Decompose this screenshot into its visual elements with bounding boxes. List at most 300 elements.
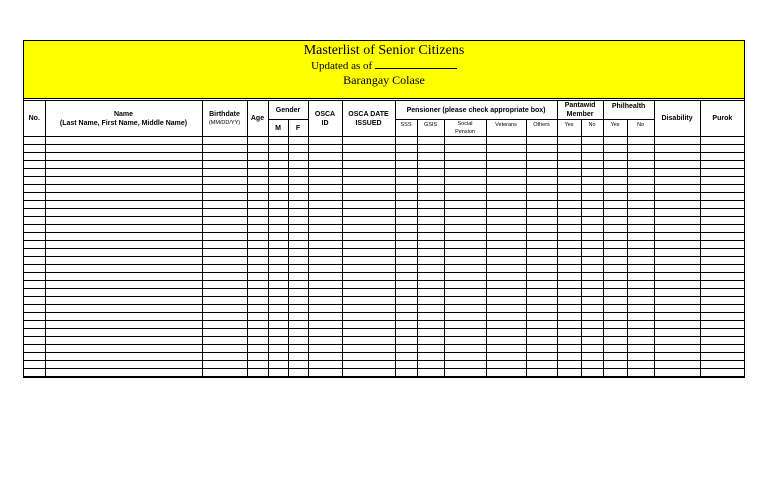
table-cell[interactable]: [486, 297, 526, 305]
table-cell[interactable]: [288, 145, 308, 153]
table-cell[interactable]: [581, 225, 603, 233]
table-cell[interactable]: [526, 273, 557, 281]
table-cell[interactable]: [700, 225, 744, 233]
table-cell[interactable]: [202, 185, 247, 193]
table-cell[interactable]: [202, 353, 247, 361]
table-cell[interactable]: [654, 201, 700, 209]
table-cell[interactable]: [603, 217, 627, 225]
table-cell[interactable]: [557, 193, 581, 201]
table-cell[interactable]: [700, 185, 744, 193]
table-cell[interactable]: [526, 241, 557, 249]
table-cell[interactable]: [557, 337, 581, 345]
table-cell[interactable]: [308, 161, 342, 169]
table-cell[interactable]: [417, 361, 444, 369]
table-cell[interactable]: [444, 281, 486, 289]
table-cell[interactable]: [24, 161, 45, 169]
table-cell[interactable]: [45, 337, 202, 345]
table-cell[interactable]: [417, 297, 444, 305]
table-cell[interactable]: [526, 185, 557, 193]
table-cell[interactable]: [581, 217, 603, 225]
table-cell[interactable]: [486, 193, 526, 201]
table-cell[interactable]: [654, 297, 700, 305]
table-cell[interactable]: [557, 281, 581, 289]
table-cell[interactable]: [288, 369, 308, 377]
table-cell[interactable]: [486, 177, 526, 185]
table-cell[interactable]: [444, 217, 486, 225]
table-cell[interactable]: [342, 209, 395, 217]
table-cell[interactable]: [395, 249, 417, 257]
table-cell[interactable]: [526, 161, 557, 169]
table-cell[interactable]: [342, 345, 395, 353]
table-cell[interactable]: [486, 137, 526, 145]
table-cell[interactable]: [202, 233, 247, 241]
table-cell[interactable]: [486, 257, 526, 265]
table-cell[interactable]: [247, 161, 268, 169]
table-cell[interactable]: [308, 313, 342, 321]
table-cell[interactable]: [308, 169, 342, 177]
table-cell[interactable]: [45, 361, 202, 369]
table-cell[interactable]: [247, 257, 268, 265]
table-cell[interactable]: [486, 145, 526, 153]
table-cell[interactable]: [268, 273, 288, 281]
table-cell[interactable]: [24, 313, 45, 321]
table-cell[interactable]: [342, 305, 395, 313]
table-cell[interactable]: [654, 145, 700, 153]
table-cell[interactable]: [268, 217, 288, 225]
table-cell[interactable]: [700, 193, 744, 201]
table-cell[interactable]: [526, 257, 557, 265]
table-cell[interactable]: [603, 249, 627, 257]
table-cell[interactable]: [654, 313, 700, 321]
table-cell[interactable]: [24, 201, 45, 209]
table-cell[interactable]: [24, 241, 45, 249]
table-cell[interactable]: [24, 337, 45, 345]
table-cell[interactable]: [288, 209, 308, 217]
table-cell[interactable]: [557, 265, 581, 273]
table-cell[interactable]: [24, 177, 45, 185]
updated-date-blank[interactable]: [375, 59, 457, 69]
table-cell[interactable]: [526, 353, 557, 361]
table-cell[interactable]: [603, 345, 627, 353]
table-cell[interactable]: [700, 257, 744, 265]
table-cell[interactable]: [45, 249, 202, 257]
table-cell[interactable]: [45, 345, 202, 353]
table-cell[interactable]: [486, 217, 526, 225]
table-cell[interactable]: [581, 369, 603, 377]
table-cell[interactable]: [202, 305, 247, 313]
table-cell[interactable]: [627, 177, 654, 185]
table-cell[interactable]: [526, 345, 557, 353]
table-cell[interactable]: [202, 137, 247, 145]
table-cell[interactable]: [654, 353, 700, 361]
table-cell[interactable]: [557, 257, 581, 265]
table-cell[interactable]: [700, 305, 744, 313]
table-cell[interactable]: [202, 321, 247, 329]
table-cell[interactable]: [202, 193, 247, 201]
table-cell[interactable]: [486, 369, 526, 377]
table-cell[interactable]: [247, 369, 268, 377]
table-cell[interactable]: [268, 161, 288, 169]
table-cell[interactable]: [342, 241, 395, 249]
table-cell[interactable]: [603, 289, 627, 297]
table-cell[interactable]: [603, 161, 627, 169]
table-cell[interactable]: [581, 233, 603, 241]
table-cell[interactable]: [308, 137, 342, 145]
table-cell[interactable]: [581, 345, 603, 353]
table-cell[interactable]: [45, 233, 202, 241]
table-cell[interactable]: [557, 217, 581, 225]
table-cell[interactable]: [268, 137, 288, 145]
table-cell[interactable]: [627, 273, 654, 281]
table-cell[interactable]: [247, 281, 268, 289]
table-cell[interactable]: [288, 137, 308, 145]
table-cell[interactable]: [486, 249, 526, 257]
table-cell[interactable]: [444, 177, 486, 185]
table-cell[interactable]: [247, 209, 268, 217]
table-cell[interactable]: [288, 305, 308, 313]
table-cell[interactable]: [395, 289, 417, 297]
table-cell[interactable]: [700, 161, 744, 169]
table-cell[interactable]: [627, 289, 654, 297]
table-cell[interactable]: [444, 305, 486, 313]
table-cell[interactable]: [395, 257, 417, 265]
table-cell[interactable]: [268, 305, 288, 313]
table-cell[interactable]: [581, 249, 603, 257]
table-cell[interactable]: [45, 281, 202, 289]
table-cell[interactable]: [288, 249, 308, 257]
table-cell[interactable]: [557, 345, 581, 353]
table-cell[interactable]: [288, 281, 308, 289]
table-cell[interactable]: [308, 297, 342, 305]
table-cell[interactable]: [627, 145, 654, 153]
table-cell[interactable]: [627, 153, 654, 161]
table-cell[interactable]: [557, 233, 581, 241]
table-cell[interactable]: [308, 177, 342, 185]
table-cell[interactable]: [444, 297, 486, 305]
table-cell[interactable]: [627, 161, 654, 169]
table-cell[interactable]: [202, 273, 247, 281]
table-cell[interactable]: [444, 257, 486, 265]
table-cell[interactable]: [654, 273, 700, 281]
table-cell[interactable]: [24, 297, 45, 305]
table-cell[interactable]: [581, 161, 603, 169]
table-cell[interactable]: [627, 201, 654, 209]
table-cell[interactable]: [700, 217, 744, 225]
table-cell[interactable]: [627, 321, 654, 329]
table-cell[interactable]: [417, 209, 444, 217]
table-cell[interactable]: [581, 297, 603, 305]
table-cell[interactable]: [202, 289, 247, 297]
table-cell[interactable]: [654, 257, 700, 265]
table-cell[interactable]: [395, 145, 417, 153]
table-cell[interactable]: [627, 337, 654, 345]
table-cell[interactable]: [417, 345, 444, 353]
table-cell[interactable]: [581, 329, 603, 337]
table-cell[interactable]: [526, 297, 557, 305]
table-cell[interactable]: [308, 225, 342, 233]
table-cell[interactable]: [557, 209, 581, 217]
table-cell[interactable]: [308, 345, 342, 353]
table-cell[interactable]: [654, 329, 700, 337]
table-cell[interactable]: [202, 257, 247, 265]
table-cell[interactable]: [268, 265, 288, 273]
table-cell[interactable]: [288, 217, 308, 225]
table-cell[interactable]: [268, 321, 288, 329]
table-cell[interactable]: [700, 273, 744, 281]
table-cell[interactable]: [268, 369, 288, 377]
table-cell[interactable]: [342, 257, 395, 265]
table-cell[interactable]: [288, 225, 308, 233]
table-cell[interactable]: [444, 209, 486, 217]
table-cell[interactable]: [486, 161, 526, 169]
table-cell[interactable]: [395, 137, 417, 145]
table-cell[interactable]: [526, 361, 557, 369]
table-cell[interactable]: [45, 313, 202, 321]
table-cell[interactable]: [581, 353, 603, 361]
table-cell[interactable]: [308, 265, 342, 273]
table-cell[interactable]: [557, 201, 581, 209]
table-cell[interactable]: [627, 353, 654, 361]
table-cell[interactable]: [526, 249, 557, 257]
table-cell[interactable]: [700, 241, 744, 249]
table-cell[interactable]: [417, 273, 444, 281]
table-cell[interactable]: [700, 329, 744, 337]
table-cell[interactable]: [603, 361, 627, 369]
table-cell[interactable]: [486, 273, 526, 281]
table-cell[interactable]: [581, 241, 603, 249]
table-cell[interactable]: [45, 217, 202, 225]
table-cell[interactable]: [417, 337, 444, 345]
table-cell[interactable]: [268, 257, 288, 265]
table-cell[interactable]: [202, 209, 247, 217]
table-cell[interactable]: [45, 137, 202, 145]
table-cell[interactable]: [288, 169, 308, 177]
table-cell[interactable]: [395, 265, 417, 273]
table-cell[interactable]: [288, 161, 308, 169]
table-cell[interactable]: [45, 353, 202, 361]
table-cell[interactable]: [395, 209, 417, 217]
table-cell[interactable]: [627, 345, 654, 353]
table-cell[interactable]: [288, 241, 308, 249]
table-cell[interactable]: [627, 257, 654, 265]
table-cell[interactable]: [202, 337, 247, 345]
table-cell[interactable]: [247, 249, 268, 257]
table-cell[interactable]: [395, 161, 417, 169]
table-cell[interactable]: [603, 177, 627, 185]
table-cell[interactable]: [268, 361, 288, 369]
table-cell[interactable]: [288, 321, 308, 329]
table-cell[interactable]: [308, 201, 342, 209]
table-cell[interactable]: [581, 185, 603, 193]
table-cell[interactable]: [526, 145, 557, 153]
table-cell[interactable]: [603, 257, 627, 265]
table-cell[interactable]: [654, 241, 700, 249]
table-cell[interactable]: [395, 169, 417, 177]
table-cell[interactable]: [308, 321, 342, 329]
table-cell[interactable]: [526, 281, 557, 289]
table-cell[interactable]: [444, 241, 486, 249]
table-cell[interactable]: [581, 145, 603, 153]
table-cell[interactable]: [395, 321, 417, 329]
table-cell[interactable]: [654, 337, 700, 345]
table-cell[interactable]: [654, 321, 700, 329]
table-cell[interactable]: [417, 281, 444, 289]
table-cell[interactable]: [557, 185, 581, 193]
table-cell[interactable]: [486, 361, 526, 369]
table-cell[interactable]: [308, 153, 342, 161]
table-cell[interactable]: [342, 297, 395, 305]
table-cell[interactable]: [486, 169, 526, 177]
table-cell[interactable]: [268, 353, 288, 361]
table-cell[interactable]: [603, 241, 627, 249]
table-cell[interactable]: [24, 153, 45, 161]
table-cell[interactable]: [581, 361, 603, 369]
table-cell[interactable]: [395, 329, 417, 337]
table-cell[interactable]: [45, 225, 202, 233]
table-cell[interactable]: [268, 289, 288, 297]
table-cell[interactable]: [581, 265, 603, 273]
table-cell[interactable]: [342, 193, 395, 201]
table-cell[interactable]: [202, 329, 247, 337]
table-cell[interactable]: [395, 233, 417, 241]
table-cell[interactable]: [444, 185, 486, 193]
table-cell[interactable]: [700, 145, 744, 153]
table-cell[interactable]: [342, 265, 395, 273]
table-cell[interactable]: [395, 313, 417, 321]
table-cell[interactable]: [444, 153, 486, 161]
table-cell[interactable]: [417, 329, 444, 337]
table-cell[interactable]: [395, 153, 417, 161]
table-cell[interactable]: [45, 273, 202, 281]
table-cell[interactable]: [654, 153, 700, 161]
table-cell[interactable]: [444, 193, 486, 201]
table-cell[interactable]: [581, 201, 603, 209]
table-cell[interactable]: [557, 321, 581, 329]
table-cell[interactable]: [444, 313, 486, 321]
table-cell[interactable]: [202, 225, 247, 233]
table-cell[interactable]: [417, 305, 444, 313]
table-cell[interactable]: [342, 329, 395, 337]
table-cell[interactable]: [45, 185, 202, 193]
table-cell[interactable]: [581, 209, 603, 217]
table-cell[interactable]: [342, 289, 395, 297]
table-cell[interactable]: [557, 161, 581, 169]
table-cell[interactable]: [557, 137, 581, 145]
table-cell[interactable]: [308, 249, 342, 257]
table-cell[interactable]: [581, 321, 603, 329]
table-cell[interactable]: [308, 289, 342, 297]
table-cell[interactable]: [581, 281, 603, 289]
table-cell[interactable]: [700, 337, 744, 345]
table-cell[interactable]: [557, 313, 581, 321]
table-cell[interactable]: [627, 209, 654, 217]
table-cell[interactable]: [202, 281, 247, 289]
table-cell[interactable]: [268, 225, 288, 233]
table-cell[interactable]: [444, 289, 486, 297]
table-cell[interactable]: [486, 321, 526, 329]
table-cell[interactable]: [308, 281, 342, 289]
table-cell[interactable]: [417, 153, 444, 161]
table-cell[interactable]: [417, 217, 444, 225]
table-cell[interactable]: [700, 369, 744, 377]
table-cell[interactable]: [24, 265, 45, 273]
table-cell[interactable]: [526, 265, 557, 273]
table-cell[interactable]: [24, 169, 45, 177]
table-cell[interactable]: [342, 281, 395, 289]
table-cell[interactable]: [603, 281, 627, 289]
table-cell[interactable]: [342, 353, 395, 361]
table-cell[interactable]: [268, 297, 288, 305]
table-cell[interactable]: [557, 249, 581, 257]
table-cell[interactable]: [654, 169, 700, 177]
table-cell[interactable]: [486, 329, 526, 337]
table-cell[interactable]: [342, 273, 395, 281]
table-cell[interactable]: [268, 329, 288, 337]
table-cell[interactable]: [486, 265, 526, 273]
table-cell[interactable]: [395, 353, 417, 361]
table-cell[interactable]: [268, 145, 288, 153]
table-cell[interactable]: [395, 241, 417, 249]
table-cell[interactable]: [247, 361, 268, 369]
table-cell[interactable]: [603, 153, 627, 161]
table-cell[interactable]: [45, 321, 202, 329]
table-cell[interactable]: [417, 161, 444, 169]
table-cell[interactable]: [395, 297, 417, 305]
table-cell[interactable]: [444, 345, 486, 353]
table-cell[interactable]: [654, 369, 700, 377]
table-cell[interactable]: [603, 201, 627, 209]
table-cell[interactable]: [581, 169, 603, 177]
table-cell[interactable]: [654, 209, 700, 217]
table-cell[interactable]: [700, 209, 744, 217]
table-cell[interactable]: [202, 217, 247, 225]
table-cell[interactable]: [45, 305, 202, 313]
table-cell[interactable]: [308, 233, 342, 241]
table-cell[interactable]: [700, 281, 744, 289]
table-cell[interactable]: [247, 265, 268, 273]
table-cell[interactable]: [627, 225, 654, 233]
table-cell[interactable]: [45, 297, 202, 305]
table-cell[interactable]: [557, 353, 581, 361]
table-cell[interactable]: [654, 217, 700, 225]
table-cell[interactable]: [654, 193, 700, 201]
table-cell[interactable]: [24, 193, 45, 201]
table-cell[interactable]: [417, 145, 444, 153]
table-cell[interactable]: [526, 313, 557, 321]
table-cell[interactable]: [417, 313, 444, 321]
table-cell[interactable]: [700, 249, 744, 257]
table-cell[interactable]: [395, 281, 417, 289]
table-cell[interactable]: [486, 233, 526, 241]
table-cell[interactable]: [603, 273, 627, 281]
table-cell[interactable]: [202, 361, 247, 369]
table-cell[interactable]: [24, 273, 45, 281]
table-cell[interactable]: [444, 169, 486, 177]
table-cell[interactable]: [247, 313, 268, 321]
table-cell[interactable]: [526, 337, 557, 345]
table-cell[interactable]: [247, 153, 268, 161]
table-cell[interactable]: [288, 177, 308, 185]
table-cell[interactable]: [444, 233, 486, 241]
table-cell[interactable]: [417, 241, 444, 249]
table-cell[interactable]: [247, 225, 268, 233]
table-cell[interactable]: [417, 185, 444, 193]
table-cell[interactable]: [45, 241, 202, 249]
table-cell[interactable]: [700, 137, 744, 145]
table-cell[interactable]: [603, 193, 627, 201]
table-cell[interactable]: [444, 161, 486, 169]
table-cell[interactable]: [45, 177, 202, 185]
